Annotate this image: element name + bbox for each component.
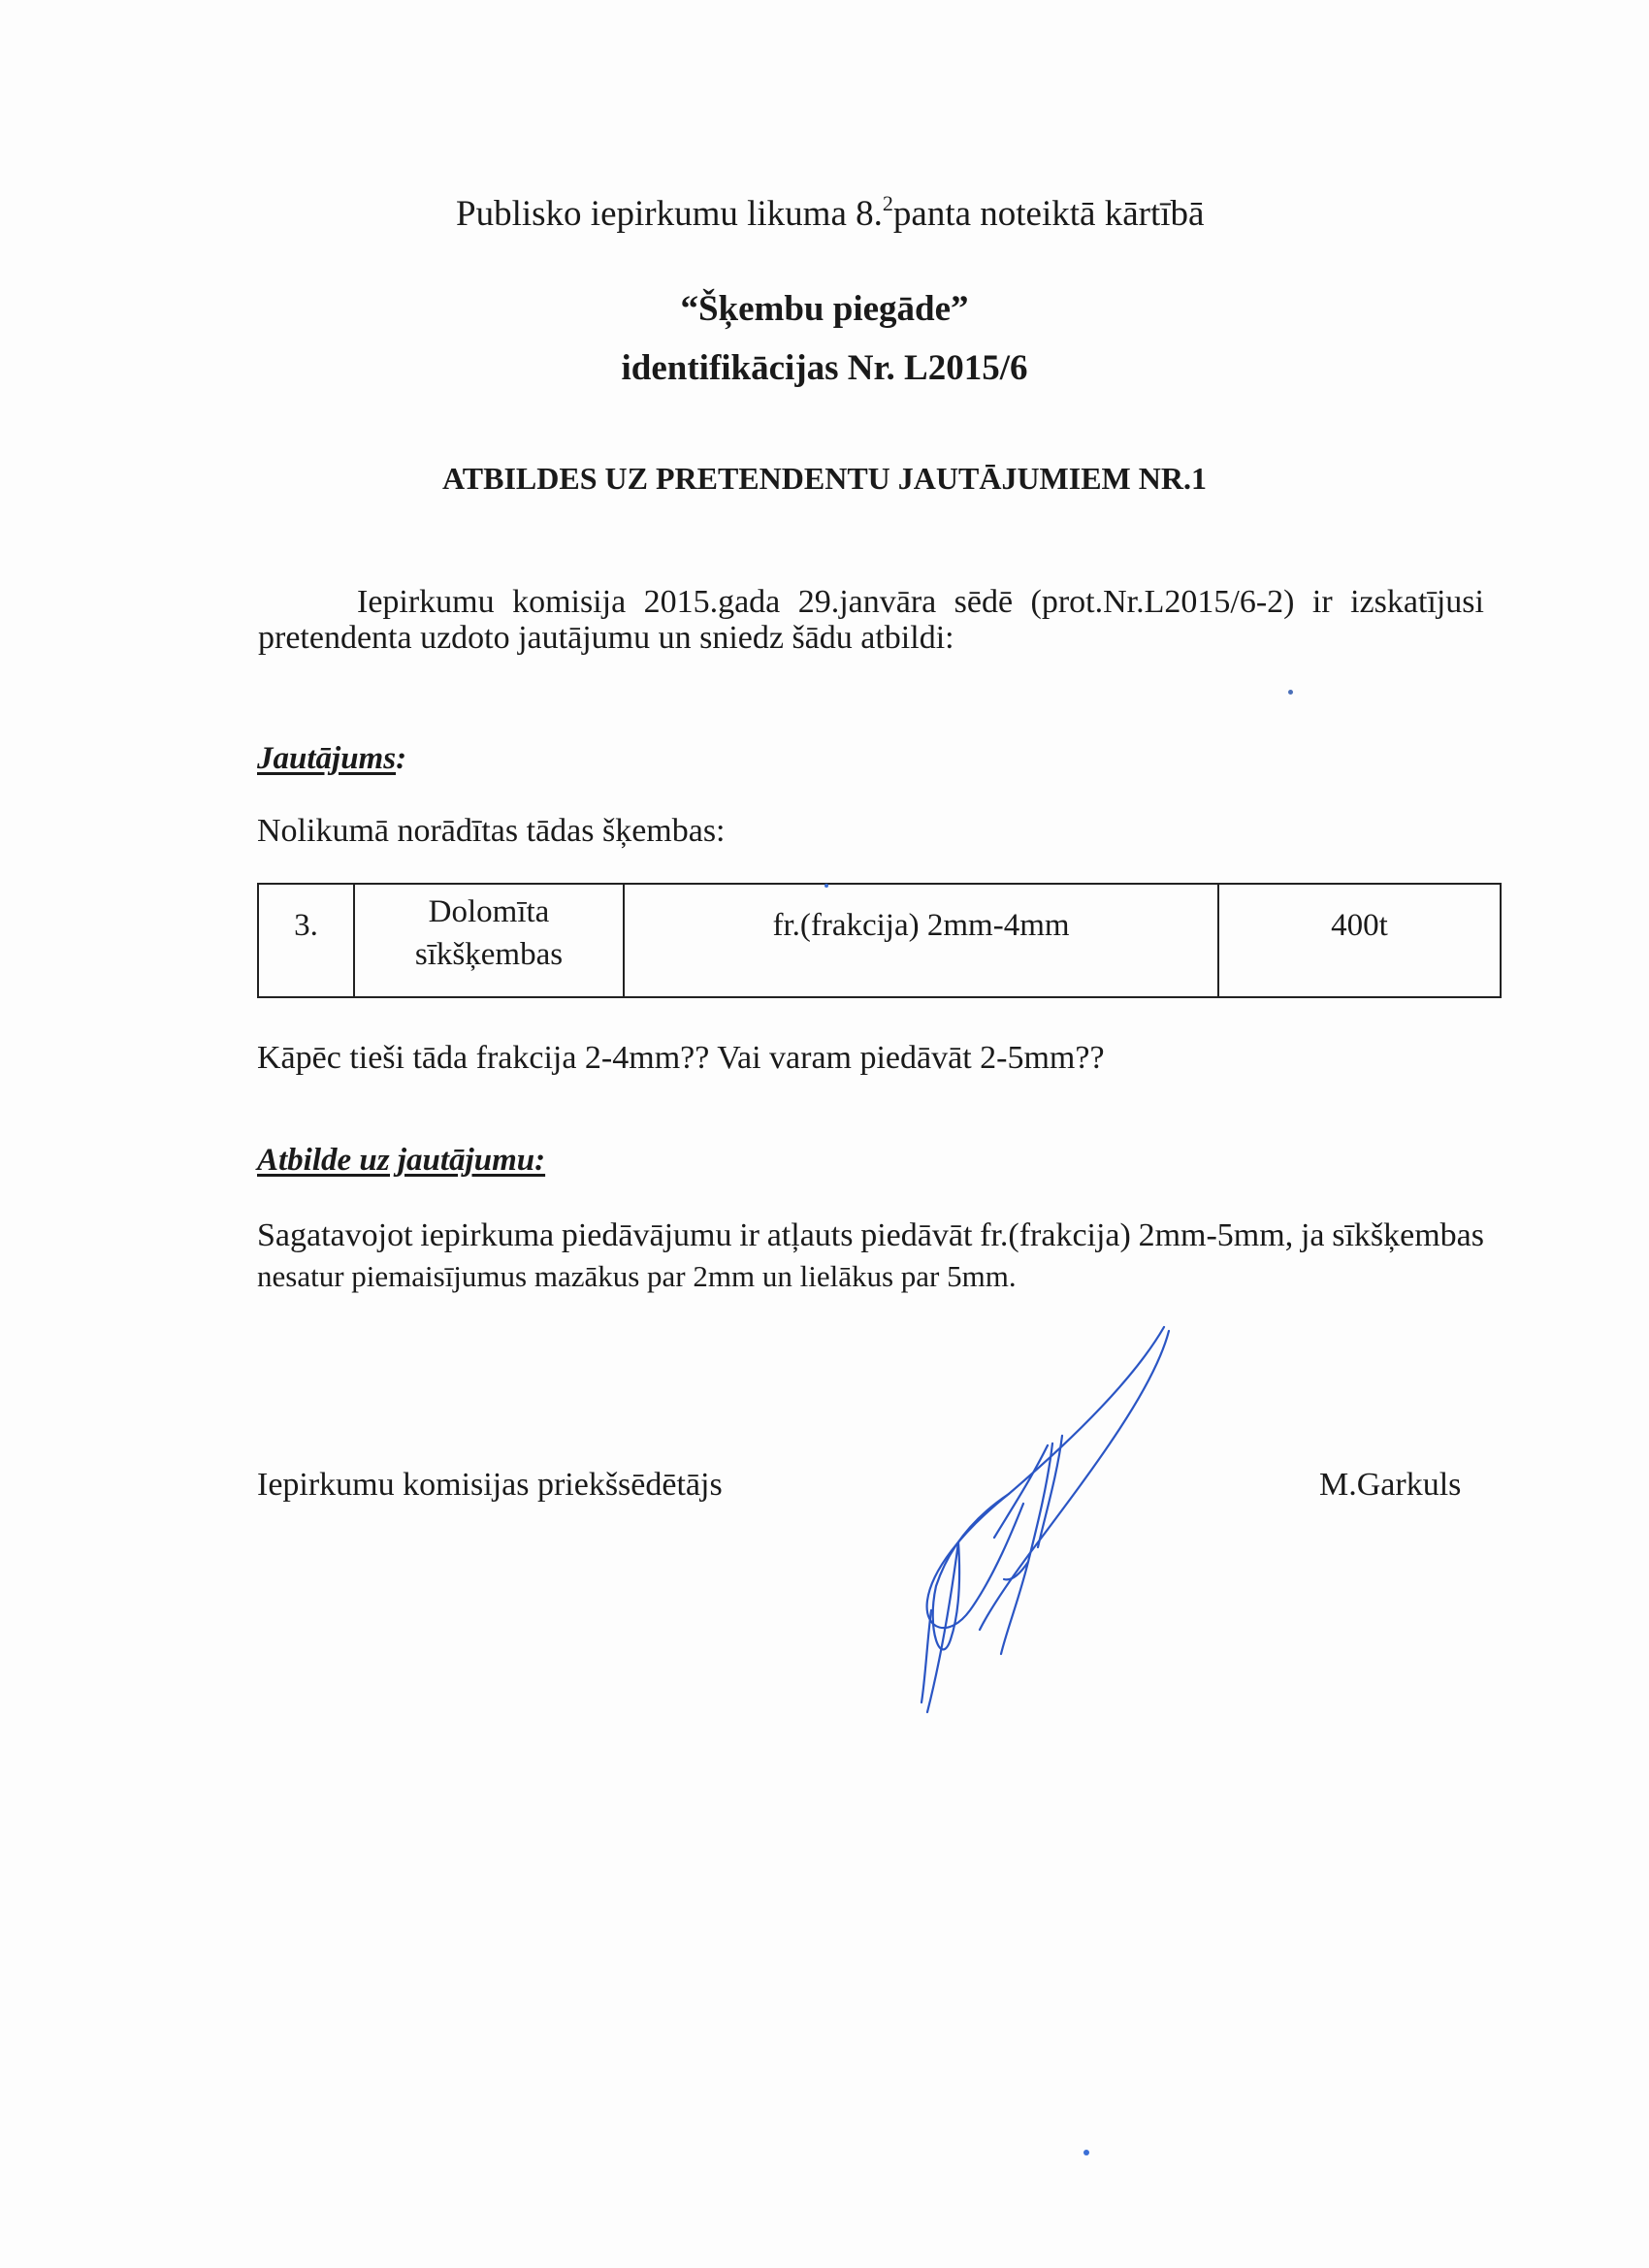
gravel-spec-table [257, 883, 1502, 998]
answer-word: piedāvāt [860, 1217, 973, 1253]
answer-word: ja [1300, 1217, 1325, 1253]
procurement-title: “Šķembu piegāde” [680, 289, 969, 329]
answer-word: sīkšķembas [1332, 1217, 1484, 1253]
intro-word: 2015.gada [643, 584, 781, 620]
product-name-line1: Dolomīta [428, 894, 550, 929]
handwritten-signature [892, 1319, 1203, 1727]
answer-word: 2mm-5mm, [1138, 1217, 1294, 1253]
intro-word: sēdē [954, 584, 1014, 620]
answer-word: piedāvājumu [561, 1217, 732, 1253]
intro-word: ir [1311, 584, 1333, 620]
table-row [258, 884, 1501, 997]
intro-paragraph-line1 [357, 586, 1484, 619]
intro-word: 29.janvāra [797, 584, 937, 620]
answer-label [257, 1145, 545, 1177]
scan-speck [1083, 2150, 1089, 2155]
signatory-name: M.Garkuls [1319, 1467, 1462, 1503]
legal-basis-line [456, 191, 1205, 234]
legal-basis-text-start: Publisko iepirkumu likuma 8. [456, 194, 883, 234]
answer-label-text: Atbilde uz jautājumu: [257, 1143, 546, 1178]
fraction-value: fr.(frakcija) 2mm-4mm [772, 908, 1070, 943]
answer-paragraph-line2: nesatur piemaisījumus mazākus par 2mm un lielākus par 5mm. [257, 1259, 1017, 1293]
intro-paragraph-line2: pretendenta uzdoto jautājumu un sniedz šādu atbildi: [258, 620, 954, 656]
signatory-role: Iepirkumu komisijas priekšsēdētājs [257, 1467, 723, 1503]
question-followup: Kāpēc tieši tāda frakcija 2-4mm?? Vai varam piedāvāt 2-5mm?? [257, 1040, 1105, 1076]
intro-word: izskatījusi [1350, 584, 1484, 620]
intro-word: komisija [512, 584, 627, 620]
answer-word: iepirkuma [420, 1217, 555, 1253]
question-label-colon: : [396, 741, 407, 776]
answer-word: Sagatavojot [257, 1217, 413, 1253]
procurement-identification: identifikācijas Nr. L2015/6 [621, 348, 1028, 388]
answer-word: fr.(frakcija) [980, 1217, 1131, 1253]
question-label [257, 743, 406, 775]
scan-speck [824, 884, 828, 888]
table-cell-number [258, 884, 354, 997]
intro-word: Iepirkumu [357, 584, 495, 620]
answer-word: atļauts [766, 1217, 854, 1253]
answer-word: ir [739, 1217, 760, 1253]
product-name-line2: sīkšķembas [414, 937, 564, 972]
table-cell-fraction [624, 884, 1218, 997]
quantity-value: 400t [1331, 908, 1388, 943]
intro-word: (prot.Nr.L2015/6-2) [1030, 584, 1295, 620]
table-cell-quantity [1218, 884, 1501, 997]
row-number: 3. [294, 908, 318, 943]
section-heading: ATBILDES UZ PRETENDENTU JAUTĀJUMIEM NR.1 [442, 461, 1207, 496]
scan-speck [1288, 690, 1293, 695]
answer-paragraph-line1 [257, 1219, 1484, 1252]
question-text: Nolikumā norādītas tādas šķembas: [257, 813, 726, 849]
question-label-text: Jautājums [257, 741, 397, 776]
table-cell-name [354, 884, 624, 997]
legal-basis-text-end: panta noteiktā kārtībā [892, 194, 1205, 234]
legal-basis-superscript: 2 [882, 191, 893, 215]
